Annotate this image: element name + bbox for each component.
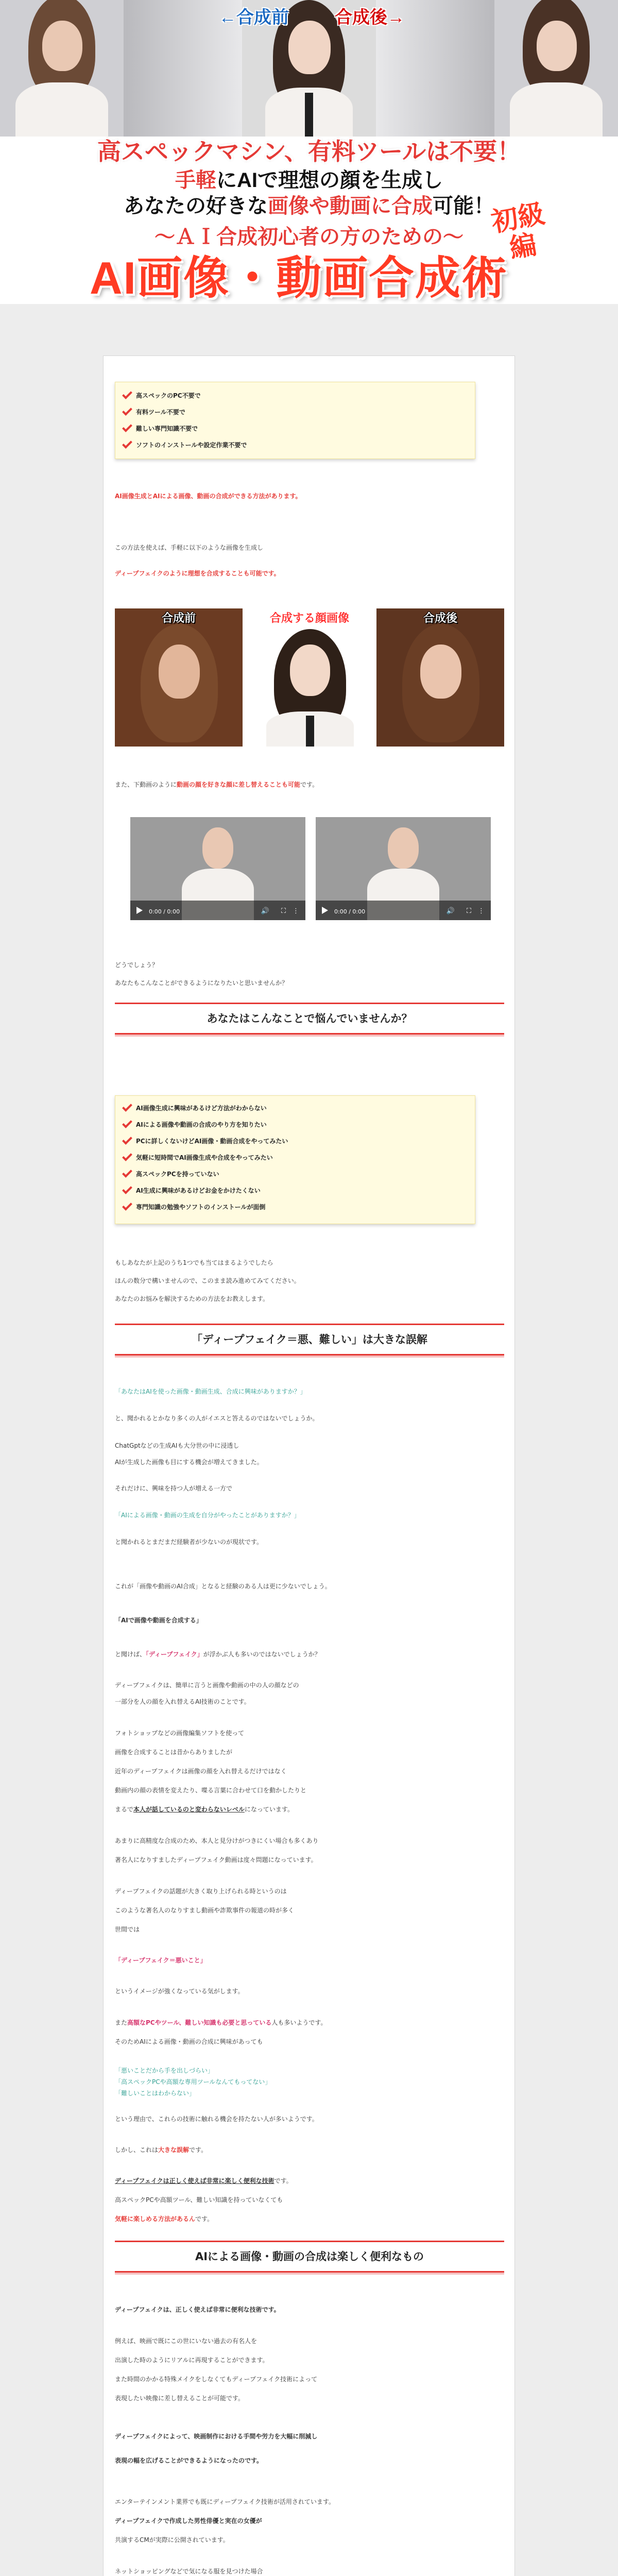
paragraph: しかし、これは大きな誤解です。	[115, 2146, 208, 2154]
photo-caption-before: 合成前	[161, 612, 196, 624]
hero-main-title: AI画像・動画合成術	[89, 252, 508, 303]
paragraph: フォトショップなどの画像編集ソフトを使って	[115, 1730, 245, 1737]
hero-portrait-after	[494, 0, 618, 137]
paragraph: ディープフェイクは、正しく使えば非常に便利な技術です。	[115, 2306, 280, 2313]
list-item: 難しい専門知識不要で	[115, 420, 475, 437]
paragraph: と、聞かれるとかなり多くの人がイエスと答えるのではないでしょうか。	[115, 1415, 319, 1422]
paragraph: そのためAIによる画像・動画の合成に興味があっても	[115, 2038, 263, 2045]
hero-subtitle-3: あなたの好きな画像や動画に合成可能！	[124, 195, 494, 217]
volume-icon[interactable]: 🔊	[446, 907, 455, 915]
paragraph: ディープフェイクによって、映画制作における手間や労力を大幅に削減し	[115, 2433, 318, 2440]
paragraph: ChatGptなどの生成AIも大分世の中に浸透し	[115, 1442, 239, 1449]
check-icon	[122, 1134, 132, 1145]
paragraph: それだけに、興味を持つ人が増える一方で	[115, 1485, 233, 1492]
check-icon	[122, 1184, 132, 1194]
comparison-photos	[115, 608, 504, 747]
paragraph: 高スペックPCや高額ツール、難しい知識を持っていなくても	[115, 2196, 283, 2204]
hero-portrait-before	[0, 0, 124, 137]
intro-line-3: ディープフェイクのように理想を合成することも可能です。	[115, 570, 280, 577]
photo-caption-face: 合成する顔画像	[269, 612, 349, 624]
check-icon	[122, 438, 132, 449]
fullscreen-icon[interactable]: ⛶	[466, 907, 471, 915]
list-item: AIによる画像や動画の合成のやり方を知りたい	[115, 1116, 475, 1133]
paragraph: 動画内の顔の表情を変えたり、喋る言葉に合わせて口を動かしたりと	[115, 1787, 307, 1794]
paragraph: 「AIによる画像・動画の生成を自分がやったことがありますか？」	[115, 1512, 300, 1519]
paragraph: 出演した時のようにリアルに再現することができます。	[115, 2357, 269, 2364]
paragraph: 「ディープフェイク＝悪いこと」	[115, 1957, 207, 1964]
paragraph: 画像を合成することは昔からありましたが	[115, 1749, 233, 1756]
hero-banner	[0, 0, 618, 304]
list-item: 専門知識の勉強やソフトのインストールが面倒	[115, 1199, 475, 1215]
video-time: 0:00 / 0:00	[334, 908, 366, 915]
list-item: 高スペックPCを持っていない	[115, 1166, 475, 1182]
paragraph: 世間では	[115, 1926, 140, 1933]
paragraph: と聞かれるとまだまだ経験者が少ないのが現状です。	[115, 1538, 263, 1546]
hero-subtitle-2: 手軽にAIで理想の顔を生成し	[175, 169, 443, 192]
paragraph: というイメージが強くなっている気がします。	[115, 1988, 244, 1995]
check-icon	[122, 1167, 132, 1178]
hero-subtitle-4: 〜ＡＩ合成初心者の方のための〜	[154, 226, 464, 248]
paragraph: エンターテインメント業界でも既にディープフェイク技術が活用されています。	[115, 2498, 335, 2505]
paragraph: このような著名人のなりすまし動画や詐欺事件の報道の時が多く	[115, 1907, 295, 1914]
paragraph: ディープフェイクで作成した男性俳優と実在の女優が	[115, 2517, 262, 2524]
section-heading-misconception: 「ディープフェイク＝悪、難しい」は大きな誤解	[115, 1324, 504, 1355]
photo-face	[246, 608, 373, 747]
paragraph: 表現の幅を広げることができるようになったのです。	[115, 2457, 263, 2464]
paragraph: まるで本人が話しているのと変わらないレベルになっています。	[115, 1806, 294, 1813]
hero-badge: 初級編	[489, 199, 547, 264]
list-item: AI画像生成に興味があるけど方法がわからない	[115, 1100, 475, 1116]
paragraph: ネットショッピングなどで気になる服を見つけた場合	[115, 2568, 263, 2575]
check-icon	[122, 389, 132, 399]
section-heading-worries: あなたはこんなことで悩んでいませんか？	[115, 1003, 504, 1035]
article-card	[103, 355, 515, 2576]
fullscreen-icon[interactable]: ⛶	[281, 907, 286, 915]
list-item: 気軽に短時間でAI画像生成や合成をやってみたい	[115, 1149, 475, 1166]
paragraph: これが「画像や動画のAI合成」となると経験のある人は更に少ないでしょう。	[115, 1583, 331, 1590]
intro-line-2: この方法を使えば、手軽に以下のような画像を生成し	[115, 544, 264, 551]
paragraph: 例えば、映画で既にこの世にいない過去の有名人を	[115, 2337, 258, 2345]
video-row	[130, 817, 491, 920]
worries-after-3: あなたのお悩みを解決するための方法をお教えします。	[115, 1295, 269, 1302]
check-icon	[122, 1101, 132, 1112]
intro-line-1: AI画像生成とAIによる画像、動画の合成ができる方法があります。	[115, 493, 302, 500]
list-item: 有料ツール不要で	[115, 404, 475, 420]
paragraph: 「AIで画像や動画を合成する」	[115, 1617, 202, 1624]
worries-checklist	[115, 1095, 475, 1224]
section-heading-fun-useful: AIによる画像・動画の合成は楽しく便利なもの	[115, 2241, 504, 2273]
paragraph: 近年のディープフェイクは画像の顔を入れ替えるだけではなく	[115, 1768, 287, 1775]
list-item: AI生成に興味があるけどお金をかけたくない	[115, 1182, 475, 1199]
paragraph: 「悪いことだから手を出しづらい」	[115, 2067, 214, 2074]
hero-photo-strip	[0, 0, 618, 137]
check-icon	[122, 1118, 132, 1128]
paragraph: 「あなたはAIを使った画像・動画生成、合成に興味がありますか？」	[115, 1388, 306, 1395]
video-intro-text: また、下動画のように動画の顔を好きな顔に差し替えることも可能です。	[115, 781, 319, 788]
paragraph: 著名人になりすましたディープフェイク動画は度々問題になっています。	[115, 1856, 317, 1863]
paragraph: 表現したい映像に差し替えることが可能です。	[115, 2395, 245, 2402]
check-icon	[122, 422, 132, 432]
check-icon	[122, 1151, 132, 1161]
paragraph: 一部分を人の顔を入れ替えるAI技術のことです。	[115, 1698, 250, 1705]
paragraph: と聞けば、「ディープフェイク」が浮かぶ人も多いのではないでしょうか？	[115, 1651, 321, 1658]
paragraph: 「高スペックPCや高額な専用ツールなんてもってない」	[115, 2078, 271, 2086]
list-item: PCに詳しくないけどAI画像・動画合成をやってみたい	[115, 1133, 475, 1149]
worries-after-2: ほんの数分で構いませんので、このまま読み進めてみてください。	[115, 1277, 300, 1284]
paragraph: ディープフェイクは正しく使えば非常に楽しく便利な技術です。	[115, 2177, 293, 2184]
photo-before	[115, 608, 243, 747]
paragraph: という理由で、これらの技術に触れる機会を持たない人が多いようです。	[115, 2115, 318, 2123]
paragraph: 「難しいことはわからない」	[115, 2090, 196, 2097]
more-icon[interactable]: ⋮	[293, 907, 299, 915]
photo-caption-after: 合成後	[423, 612, 457, 624]
paragraph: AIが生成した画像も目にする機会が増えてきました。	[115, 1459, 263, 1466]
video-after-line-1: どうでしょう？	[115, 961, 159, 969]
check-icon	[122, 405, 132, 416]
intro-checklist	[115, 382, 475, 459]
video-after-line-2: あなたもこんなことができるようになりたいと思いませんか？	[115, 979, 288, 987]
paragraph: また高額なPCやツール、難しい知識も必要と思っている人も多いようです。	[115, 2019, 327, 2026]
more-icon[interactable]: ⋮	[478, 907, 485, 915]
list-item: 高スペックのPC不要で	[115, 387, 475, 404]
list-item: ソフトのインストールや設定作業不要で	[115, 437, 475, 453]
play-icon[interactable]	[136, 907, 143, 914]
play-icon[interactable]	[322, 907, 328, 914]
paragraph: また時間のかかる特殊メイクをしなくてもディープフェイク技術によって	[115, 2376, 318, 2383]
paragraph: ディープフェイクは、簡単に言うと画像や動画の中の人の顔などの	[115, 1682, 299, 1689]
video-time: 0:00 / 0:00	[149, 908, 180, 915]
video-player-1[interactable]	[130, 817, 305, 920]
paragraph: 気軽に楽しめる方法があるんです。	[115, 2215, 214, 2223]
check-icon	[122, 1200, 132, 1211]
paragraph: ディープフェイクの話題が大きく取り上げられる時というのは	[115, 1888, 287, 1895]
hero-subtitle-1: 高スペックマシン、有料ツールは不要！	[97, 138, 521, 165]
photo-after	[376, 608, 504, 747]
hero-label-after: 合成後→	[335, 8, 405, 27]
paragraph: 共演するCMが実際に公開されています。	[115, 2536, 229, 2544]
worries-after-1: もしあなたが上記のうち1つでも当てはまるようでしたら	[115, 1259, 273, 1266]
volume-icon[interactable]: 🔊	[261, 907, 269, 915]
paragraph: あまりに高精度な合成のため、本人と見分けがつきにくい場合も多くあり	[115, 1837, 319, 1844]
hero-label-before: ←合成前	[219, 8, 289, 27]
video-player-2[interactable]	[316, 817, 491, 920]
